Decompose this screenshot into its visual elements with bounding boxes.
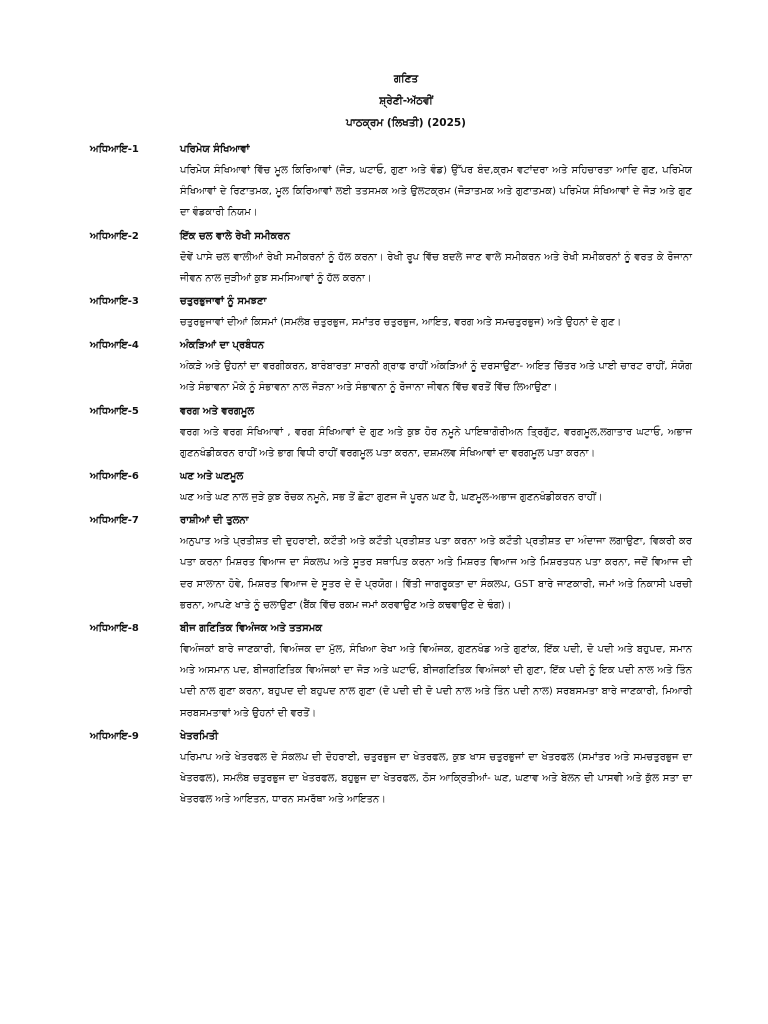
- chapter-content: [180, 291, 692, 333]
- chapter-content: [180, 510, 692, 616]
- chapter-content: [180, 401, 692, 464]
- chapter-description: ਚਤੁਰਭੁਜਾਵਾਂ ਦੀਆਂ ਕਿਸਮਾਂ (ਸਮਲੰਬ ਚਤੁਰਭੁਜ, ਸਮਾਂਤਰ ਚਤੁਰਭੁਜ, ਆਇਤ, ਵਰਗ ਅਤੇ ਸਮਚਤੁਰਭੁਜ) ਅਤੇ ਉਹਨਾਂ ਦੇ ਗੁਣ।: [180, 317, 622, 329]
- chapter-title: ਬੀਜ ਗਣਿਤਿਕ ਵਿਅੰਜਕ ਅਤੇ ਤਤਸਮਕ: [180, 623, 323, 635]
- chapter-title: ਘਣ ਅਤੇ ਘਣਮੂਲ: [180, 471, 244, 483]
- chapter-content: [180, 466, 692, 508]
- subject-heading: ਗਣਿਤ: [393, 73, 419, 85]
- chapter-description: ਵਰਗ ਅਤੇ ਵਰਗ ਸੰਖਿਆਵਾਂ , ਵਰਗ ਸੰਖਿਆਵਾਂ ਦੇ ਗੁਣ ਅਤੇ ਕੁਝ ਹੋਰ ਨਮੂਨੇ ਪਾਇਥਾਗੋਰੀਅਨ ਤ੍ਰਿਗੁੱਟ, ਵਰਗਮੂਲ,ਲਗਾਤਾਰ ਘਟਾਓ, ਅਭਾਜ ਗੁਣਨਖੰਡੀਕਰਨ ਰਾਹੀਂ ਅਤੇ ਭਾਗ ਵਿਧੀ ਰਾਹੀਂ ਵਰਗਮੂਲ ਪਤਾ ਕਰਨਾ, ਦਸ਼ਮਲਵ ਸੰਖਿਆਵਾਂ ਦਾ ਵਰਗਮੂਲ ਪਤਾ ਕਰਨਾ।: [180, 426, 692, 459]
- chapter-6: [90, 466, 692, 508]
- chapter-label: ਅਧਿਆਇ-6: [90, 471, 139, 483]
- chapter-content: [180, 226, 692, 289]
- chapter-content: [180, 139, 692, 224]
- chapter-label: ਅਧਿਆਇ-5: [90, 405, 139, 417]
- chapter-title: ਪਰਿਮੇਯ ਸੰਖਿਆਵਾਂ: [180, 144, 250, 155]
- chapter-label: ਅਧਿਆਇ-2: [90, 230, 139, 242]
- chapter-label: ਅਧਿਆਇ-8: [90, 623, 139, 635]
- chapter-description: ਘਣ ਅਤੇ ਘਣ ਨਾਲ ਜੁੜੇ ਕੁਝ ਰੋਚਕ ਨਮੂਨੇ, ਸਭ ਤੋਂ ਛੋਟਾ ਗੁਣਜ ਜੋ ਪੂਰਨ ਘਣ ਹੈ, ਘਣਮੂਲ-ਅਭਾਜ ਗੁਣਨਖੰਡੀਕਰਨ ਰਾਹੀਂ।: [180, 492, 603, 504]
- syllabus-heading: ਪਾਠਕ੍ਰਮ (ਲਿਖਤੀ) (2025): [345, 117, 466, 129]
- chapter-3: [90, 291, 692, 333]
- chapter-2: [90, 226, 692, 289]
- chapter-title: ਵਰਗ ਅਤੇ ਵਰਗਮੂਲ: [180, 405, 255, 417]
- chapter-4: [90, 335, 692, 398]
- chapter-label: ਅਧਿਆਇ-9: [90, 730, 139, 742]
- chapter-label: ਅਧਿਆਇ-3: [90, 296, 139, 308]
- chapter-description: ਵਿਅੰਜਕਾਂ ਬਾਰੇ ਜਾਣਕਾਰੀ, ਵਿਅੰਜਕ ਦਾ ਮੁੱਲ, ਸੰਖਿਆ ਰੇਖਾ ਅਤੇ ਵਿਅੰਜਕ, ਗੁਣਨਖੰਡ ਅਤੇ ਗੁਣਾਂਕ, ਇੱਕ ਪਦੀ, ਦੋ ਪਦੀ ਅਤੇ ਬਹੁਪਦ, ਸਮਾਨ ਅਤੇ ਅਸਮਾਨ ਪਦ, ਬੀਜਗਣਿਤਿਕ ਵਿਅੰਜਕਾਂ ਦਾ ਜੋੜ ਅਤੇ ਘਟਾਓ, ਬੀਜਗਣਿਤਿਕ ਵਿਅੰਜਕਾਂ ਦੀ ਗੁਣਾ, ਇੱਕ ਪਦੀ ਨੂੰ ਇਕ ਪਦੀ ਨਾਲ ਅਤੇ ਤਿੰਨ ਪਦੀ ਨਾਲ ਗੁਣਾ ਕਰਨਾ, ਬਹੁਪਦ ਦੀ ਬਹੁਪਦ ਨਾਲ ਗੁਣਾ (ਦੋ ਪਦੀ ਦੀ ਦੋ ਪਦੀ ਨਾਲ ਅਤੇ ਤਿੰਨ ਪਦੀ ਨਾਲ) ਸਰਬਸਮਤਾ ਬਾਰੇ ਜਾਣਕਾਰੀ, ਮਿਆਰੀ ਸਰਬਸਮਤਾਵਾਂ ਅਤੇ ਉਹਨਾਂ ਦੀ ਵਰਤੋਂ।: [180, 644, 692, 719]
- chapter-content: [180, 726, 692, 811]
- chapter-description: ਦੋਵੇਂ ਪਾਸੇ ਚਲ ਵਾਲੀਆਂ ਰੇਖੀ ਸਮੀਕਰਨਾਂ ਨੂੰ ਹੱਲ ਕਰਨਾ। ਰੇਖੀ ਰੂਪ ਵਿੱਚ ਬਦਲੇ ਜਾਣ ਵਾਲੇ ਸਮੀਕਰਨ ਅਤੇ ਰੇਖੀ ਸਮੀਕਰਨਾਂ ਨੂੰ ਵਰਤ ਕੇ ਰੋਜਾਨਾ ਜੀਵਨ ਨਾਲ ਜੁੜੀਆਂ ਕੁਝ ਸਮਸਿਆਵਾਂ ਨੂੰ ਹੱਲ ਕਰਨਾ।: [180, 251, 692, 284]
- chapter-content: [180, 335, 692, 398]
- chapter-label: ਅਧਿਆਇ-1: [90, 144, 139, 155]
- chapter-description: ਪਰਿਮੇਯ ਸੰਖਿਆਵਾਂ ਵਿੱਚ ਮੂਲ ਕਿਰਿਆਵਾਂ (ਜੋੜ, ਘਟਾਓ, ਗੁਣਾ ਅਤੇ ਵੰਡ) ਉੱਪਰ ਬੰਦ,ਕ੍ਰਮ ਵਟਾਂਦਰਾ ਅਤੇ ਸਹਿਚਾਰਤਾ ਆਦਿ ਗੁਣ, ਪਰਿਮੇਯ ਸੰਖਿਆਵਾਂ ਦੇ ਰਿਣਾਤਮਕ, ਮੂਲ ਕਿਰਿਆਵਾਂ ਲਈ ਤਤਸਮਕ ਅਤੇ ਉਲਟਕ੍ਰਮ (ਜੋੜਾਤਮਕ ਅਤੇ ਗੁਣਾਤਮਕ) ਪਰਿਮੇਯ ਸੰਖਿਆਵਾਂ ਦੇ ਜੋੜ ਅਤੇ ਗੁਣ ਦਾ ਵੰਡਕਾਰੀ ਨਿਯਮ।: [180, 165, 692, 219]
- chapter-title: ਚਤੁਰਭੁਜਾਵਾਂ ਨੂੰ ਸਮਝਣਾ: [180, 296, 267, 308]
- chapter-8: [90, 618, 692, 724]
- chapter-1: [90, 139, 692, 224]
- chapter-description: ਅਨੁਪਾਤ ਅਤੇ ਪ੍ਰਤੀਸ਼ਤ ਦੀ ਦੁਹਰਾਈ, ਕਟੌਤੀ ਅਤੇ ਕਟੌਤੀ ਪ੍ਰਤੀਸ਼ਤ ਪਤਾ ਕਰਨਾ ਅਤੇ ਕਟੌਤੀ ਪ੍ਰਤੀਸ਼ਤ ਦਾ ਅੰਦਾਜਾ ਲਗਾਉਣਾ, ਵਿਕਰੀ ਕਰ ਪਤਾ ਕਰਨਾ ਮਿਸ਼ਰਤ ਵਿਆਜ ਦਾ ਸੰਕਲਪ ਅਤੇ ਸੂਤਰ ਸਥਾਪਿਤ ਕਰਨਾ ਅਤੇ ਮਿਸ਼ਰਤ ਵਿਆਜ ਅਤੇ ਮਿਸ਼ਰਤਧਨ ਪਤਾ ਕਰਨਾ, ਜਦੋਂ ਵਿਆਜ ਦੀ ਦਰ ਸਾਲਾਨਾ ਹੋਵੇ, ਮਿਸ਼ਰਤ ਵਿਆਜ ਦੇ ਸੂਤਰ ਦੇ ਦੋ ਪ੍ਰਯੋਗ। ਵਿੱਤੀ ਜਾਗਰੂਕਤਾ ਦਾ ਸੰਕਲਪ, GST ਬਾਰੇ ਜਾਣਕਾਰੀ, ਜਮਾਂ ਅਤੇ ਨਿਕਾਸੀ ਪਰਚੀ ਭਰਨਾ, ਆਪਣੇ ਖਾਤੇ ਨੂੰ ਚਲਾਉਣਾ (ਬੈਂਕ ਵਿੱਚ ਰਕਮ ਜਮਾਂ ਕਰਵਾਉਣ ਅਤੇ ਕਢਵਾਉਣ ਦੇ ਢੰਗ)।: [180, 536, 692, 611]
- chapter-title: ਅੰਕੜਿਆਂ ਦਾ ਪ੍ਰਬੰਧਨ: [180, 340, 264, 352]
- chapter-7: [90, 510, 692, 616]
- chapter-title: ਰਾਸ਼ੀਆਂ ਦੀ ਤੁਲਨਾ: [180, 515, 249, 527]
- chapter-content: [180, 618, 692, 724]
- chapter-list: [90, 139, 692, 810]
- chapter-label: ਅਧਿਆਇ-4: [90, 340, 139, 352]
- chapter-description: ਪਰਿਮਾਪ ਅਤੇ ਖੇਤਰਫਲ ਦੇ ਸੰਕਲਪ ਦੀ ਦੋਹਰਾਈ, ਚਤੁਰਭੁਜ ਦਾ ਖੇਤਰਫਲ, ਕੁਝ ਖਾਸ ਚਤੁਰਭੁਜਾਂ ਦਾ ਖੇਤਰਫਲ (ਸਮਾਂਤਰ ਅਤੇ ਸਮਚਤੁਰਭੁਜ ਦਾ ਖੇਤਰਫਲ), ਸਮਲੰਬ ਚਤੁਰਭੁਜ ਦਾ ਖੇਤਰਫਲ, ਬਹੁਭੁਜ ਦਾ ਖੇਤਰਫਲ, ਠੋਸ ਆਕ੍ਰਿਤੀਆਂ- ਘਣ, ਘਣਾਵ ਅਤੇ ਬੇਲਨ ਦੀ ਪਾਸਵੀ ਅਤੇ ਕੁੱਲ ਸਤਾ ਦਾ ਖੇਤਰਫਲ ਅਤੇ ਆਇਤਨ, ਧਾਰਨ ਸਮਰੱਥਾ ਅਤੇ ਆਇਤਨ।: [180, 751, 692, 806]
- chapter-5: [90, 401, 692, 464]
- chapter-title: ਇੱਕ ਚਲ ਵਾਲੇ ਰੇਖੀ ਸਮੀਕਰਨ: [180, 230, 290, 242]
- class-heading: ਸ਼੍ਰੇਣੀ-ਅੱਠਵੀਂ: [379, 95, 433, 107]
- chapter-title: ਖੇਤਰਮਿਤੀ: [180, 730, 219, 742]
- chapter-description: ਅੰਕੜੇ ਅਤੇ ਉਹਨਾਂ ਦਾ ਵਰਗੀਕਰਨ, ਬਾਰੰਬਾਰਤਾ ਸਾਰਨੀ ਗ੍ਰਾਫ ਰਾਹੀਂ ਅੰਕੜਿਆਂ ਨੂੰ ਦਰਸਾਉਣਾ- ਅਇਤ ਚਿੱਤਰ ਅਤੇ ਪਾਈ ਚਾਰਟ ਰਾਹੀਂ, ਸੰਯੋਗ ਅਤੇ ਸੰਭਾਵਨਾ ਮੋਕੇ ਨੂੰ ਸੰਭਾਵਨਾ ਨਾਲ ਜੋੜਨਾ ਅਤੇ ਸੰਭਾਵਨਾ ਨੂੰ ਰੋਜਾਨਾ ਜੀਵਨ ਵਿੱਚ ਵਰਤੋਂ ਵਿੱਚ ਲਿਆਉਣਾ।: [180, 361, 692, 394]
- chapter-9: [90, 726, 692, 811]
- chapter-label: ਅਧਿਆਇ-7: [90, 515, 139, 527]
